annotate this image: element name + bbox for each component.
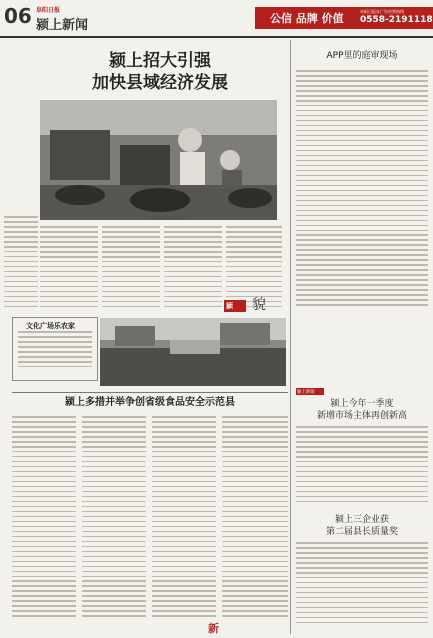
paper-name: 阜阳日报 [36,7,61,14]
bottom-right-title-2: 第二届县长质量奖 [325,527,398,537]
ad-slogan: 公信 品牌 价值 [270,12,344,25]
header-rule [0,36,433,38]
culture-box-text [18,331,92,375]
hotline-label: 阜阳日报社广告经营热线 [360,9,404,14]
factory-photo [40,100,277,220]
hotline-number: 0558-2191118 [360,15,433,25]
article-column-1 [40,226,98,314]
section-title: 颍上新闻 [36,18,89,33]
page-number: 06 [4,4,32,28]
bottom-column-1 [12,416,76,630]
culture-box-title: 文化广场乐农家 [26,321,75,330]
photo-caption: 颍上县重点企业生产车间 [150,215,186,219]
crowd-photo [100,318,286,386]
article-column-3 [164,226,222,314]
footer-logo: 新 [208,622,219,635]
bottom-column-3 [152,416,216,630]
left-column-text [4,216,38,316]
brand-glyph: 貌 [252,297,266,313]
right-top-title: APP里的庭审现场 [326,51,398,61]
bottom-column-2 [82,416,146,630]
brand-badge-text: 颍 [226,302,233,310]
news-tag-text: 颍上新闻 [297,389,315,395]
main-headline-1: 颍上招大引强 [109,51,211,71]
mid-right-title-2: 新增市场主体再创新高 [316,411,407,421]
mid-right-title-1: 颍上今年一季度 [330,399,394,409]
main-headline-2: 加快县域经济发展 [92,73,228,93]
bottom-right-title-1: 颍上三企业获 [334,515,389,525]
column-divider [290,40,291,634]
divider-1 [12,392,288,393]
article-column-2 [102,226,160,314]
bottom-column-4 [222,416,288,630]
bottom-right-text [296,542,428,630]
right-top-text [296,70,428,320]
mid-right-text [296,426,428,510]
bottom-headline: 颍上多措并举争创省级食品安全示范县 [65,397,235,408]
